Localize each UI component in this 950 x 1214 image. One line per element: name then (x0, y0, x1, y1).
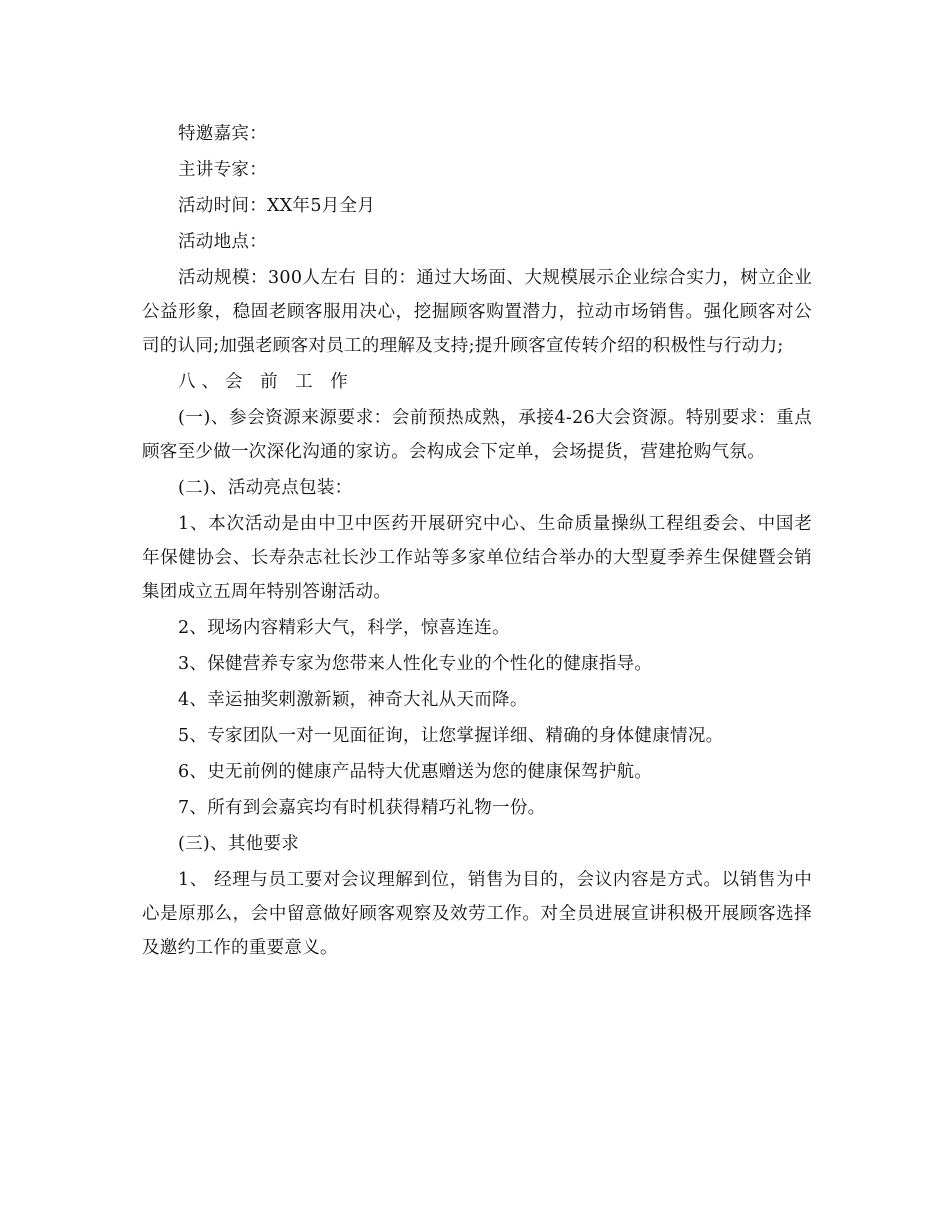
event-location-line: 活动地点： (178, 232, 267, 252)
keynote-expert-line: 主讲专家： (178, 160, 267, 180)
subsection-other-requirements-heading: (三)、其他要求 (178, 834, 300, 854)
special-guest-line: 特邀嘉宾： (178, 124, 267, 144)
document-body (142, 117, 812, 967)
event-time-line: 活动时间：XX年5月全月 (178, 196, 376, 216)
highlight-item-3: 3、保健营养专家为您带来人性化专业的个性化的健康指导。 (178, 654, 653, 674)
highlight-item-1: 1、本次活动是由中卫中医药开展研究中心、生命质量操纵工程组委会、中国老年保健协会、长寿杂志社长沙工作站等多家单位结合举办的大型夏季养生保健暨会销集团成立五周年特别答谢活动。 (142, 514, 812, 602)
other-requirement-item-1: 1、 经理与员工要对会议理解到位，销售为目的，会议内容是方式。以销售为中心是原那么，会中留意做好顾客观察及效劳工作。对全员进展宣讲积极开展顾客选择及邀约工作的重要意义。 (142, 870, 812, 958)
event-scale-purpose-paragraph: 活动规模：300人左右 目的：通过大场面、大规模展示企业综合实力，树立企业公益形象，稳固老顾客服用决心，挖掘顾客购置潜力，拉动市场销售。强化顾客对公司的认同;加强老顾客对员工的理解及支持;提升顾客宣传转介绍的积极性与行动力; (142, 268, 812, 356)
subsection-highlights-heading: (二)、活动亮点包装： (178, 478, 353, 498)
section-heading-pre-meeting-work: 八、会 前 工 作 (178, 372, 354, 392)
highlight-item-7: 7、所有到会嘉宾均有时机获得精巧礼物一份。 (178, 798, 546, 818)
subsection-resource-requirements: (一)、参会资源来源要求：会前预热成熟，承接4-26大会资源。特别要求：重点顾客至少做一次深化沟通的家访。会构成会下定单，会场提货，营建抢购气氛。 (142, 408, 812, 462)
highlight-item-2: 2、现场内容精彩大气，科学，惊喜连连。 (178, 618, 510, 638)
highlight-item-4: 4、幸运抽奖刺激新颖，神奇大礼从天而降。 (178, 690, 528, 710)
highlight-item-6: 6、史无前例的健康产品特大优惠赠送为您的健康保驾护航。 (178, 762, 653, 782)
highlight-item-5: 5、专家团队一对一见面征询，让您掌握详细、精确的身体健康情况。 (178, 726, 724, 746)
